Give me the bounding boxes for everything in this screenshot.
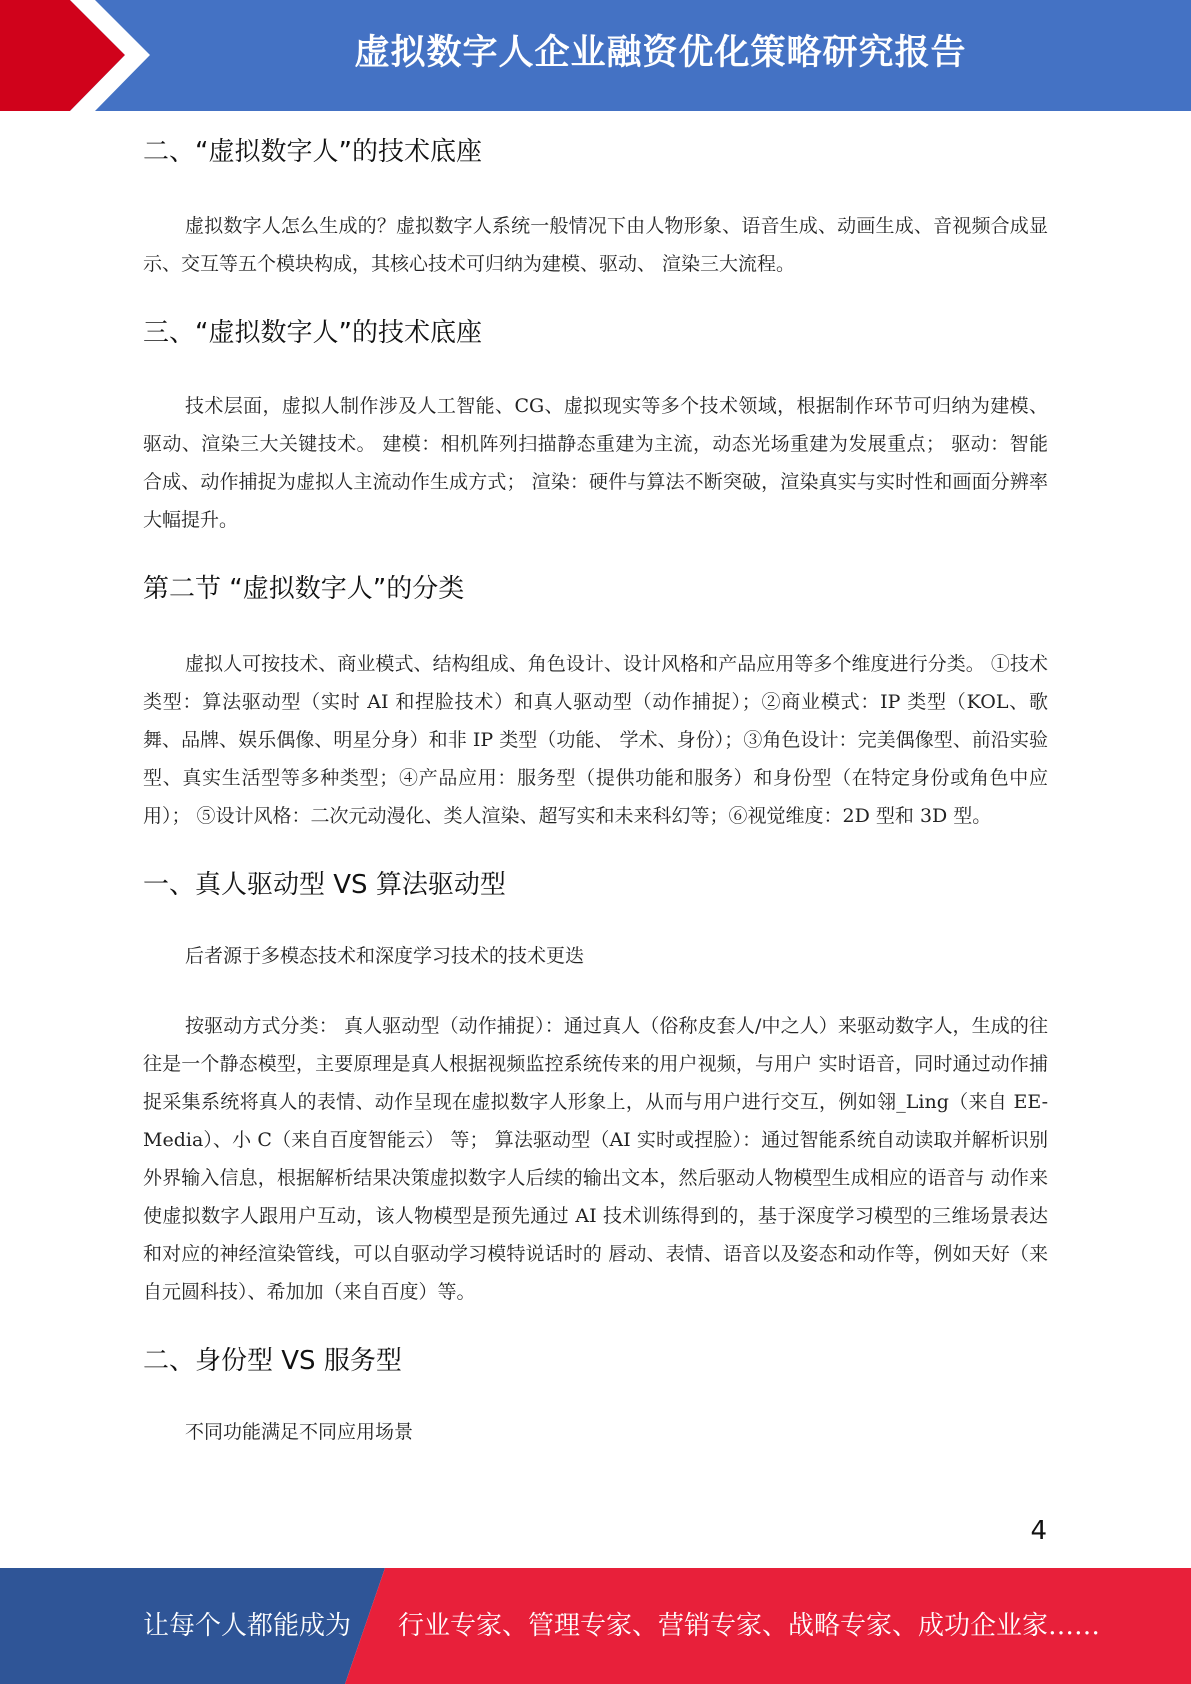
body-paragraph: 按驱动方式分类： 真人驱动型（动作捕捉）：通过真人（俗称皮套人/中之人）来驱动数字人，生成的往往是一个静态模型，主要原理是真人根据视频监控系统传来的用户视频，与用户 实时语音，同时通过动作捕捉采集系统将真人的表情、动作呈现在虚拟数字人形象上，从而与用户进行交互，例如翎_Ling（来自 EE-Media）、小 C（来自百度智能云） 等； 算法驱动型（AI 实时或捏脸）：通过智能系统自动读取并解析识别外界输入信息，根据解析结果决策虚拟数字人后续的输出文本，然后驱动人物模型生成相应的语音与 动作来使虚拟数字人跟用户互动，该人物模型是预先通过 AI 技术训练得到的，基于深度学习模型的三维场景表达和对应的神经渲染管线，可以自驱动学习模特说话时的 唇动、表情、语音以及姿态和动作等，例如天好（来自元圆科技）、希加加（来自百度）等。 [143, 1015, 1048, 1303]
section-heading: 第二节 “虚拟数字人”的分类 [143, 574, 465, 604]
body-paragraph: 后者源于多模态技术和深度学习技术的技术更迭 [185, 945, 585, 967]
section-heading: 一、真人驱动型 VS 算法驱动型 [143, 870, 506, 900]
body-paragraph: 虚拟数字人怎么生成的？虚拟数字人系统一般情况下由人物形象、语音生成、动画生成、音视频合成显示、交互等五个模块构成，其核心技术可归纳为建模、驱动、 渲染三大流程。 [143, 215, 1048, 275]
page-footer [0, 1568, 1191, 1684]
body-paragraph: 技术层面，虚拟人制作涉及人工智能、CG、虚拟现实等多个技术领域，根据制作环节可归纳为建模、驱动、渲染三大关键技术。 建模：相机阵列扫描静态重建为主流，动态光场重建为发展重点； 驱动：智能合成、动作捕捉为虚拟人主流动作生成方式； 渲染：硬件与算法不断突破，渲染真实与实时性和画面分辨率大幅提升。 [143, 395, 1048, 531]
body-paragraph: 不同功能满足不同应用场景 [185, 1421, 414, 1443]
footer-slogan-right: 行业专家、管理专家、营销专家、战略专家、成功企业家…… [398, 1611, 1101, 1641]
page-number: 4 [1030, 1516, 1047, 1546]
page-header [0, 0, 1191, 111]
section-heading: 三、“虚拟数字人”的技术底座 [143, 318, 482, 348]
header-arrow-decoration [0, 0, 160, 111]
page-content [143, 116, 1048, 1451]
section-heading: 二、身份型 VS 服务型 [143, 1346, 402, 1376]
report-title: 虚拟数字人企业融资优化策略研究报告 [354, 33, 967, 73]
body-paragraph: 虚拟人可按技术、商业模式、结构组成、角色设计、设计风格和产品应用等多个维度进行分类。 ①技术类型：算法驱动型（实时 AI 和捏脸技术）和真人驱动型（动作捕捉）；②商业模式：IP 类型（KOL、歌舞、品牌、娱乐偶像、明星分身）和非 IP 类型（功能、 学术、身份）；③角色设计：完美偶像型、前沿实验型、真实生活型等多种类型；④产品应用：服务型（提供功能和服务）和身份型（在特定身份或角色中应用）； ⑤设计风格：二次元动漫化、类人渲染、超写实和未来科幻等；⑥视觉维度：2D 型和 3D 型。 [143, 653, 1048, 827]
section-heading: 二、“虚拟数字人”的技术底座 [143, 137, 482, 167]
footer-slogan-left: 让每个人都能成为 [143, 1611, 352, 1641]
